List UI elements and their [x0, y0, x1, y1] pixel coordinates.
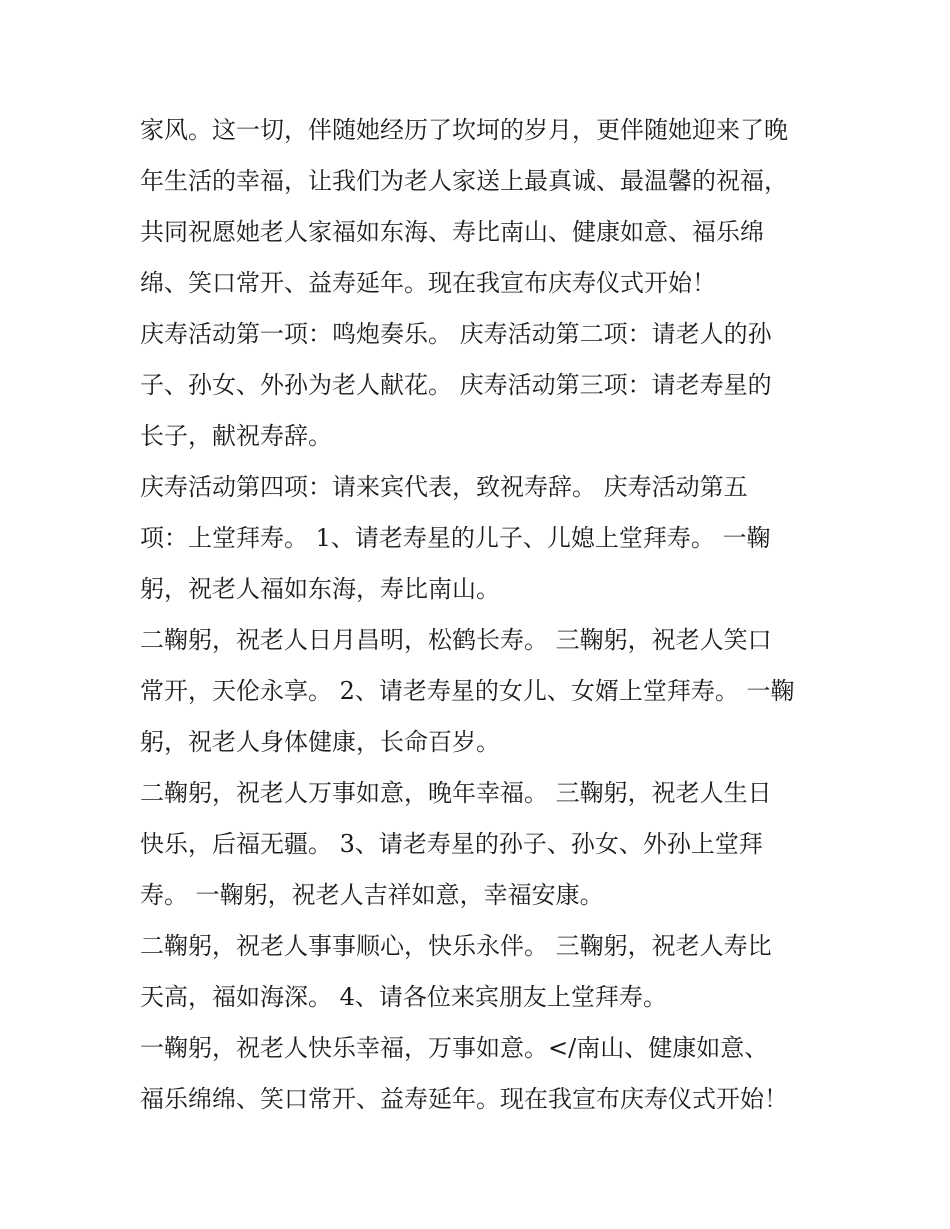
text-line: 庆寿活动第一项：鸣炮奏乐。 庆寿活动第二项：请老人的孙 — [140, 320, 772, 348]
text-line: 天高，福如海深。 4、请各位来宾朋友上堂拜寿。 — [140, 983, 667, 1011]
text-line: 福乐绵绵、笑口常开、益寿延年。现在我宣布庆寿仪式开始！ — [140, 1085, 788, 1113]
text-line: 年生活的幸福，让我们为老人家送上最真诚、最温馨的祝福， — [140, 167, 788, 195]
text-line: 二鞠躬，祝老人日月昌明，松鹤长寿。 三鞠躬，祝老人笑口 — [140, 626, 772, 654]
text-line: 二鞠躬，祝老人事事顺心，快乐永伴。 三鞠躬，祝老人寿比 — [140, 932, 772, 960]
text-line: 子、孙女、外孙为老人献花。 庆寿活动第三项：请老寿星的 — [140, 371, 772, 399]
text-line: 长子，献祝寿辞。 — [140, 422, 332, 450]
text-line: 共同祝愿她老人家福如东海、寿比南山、健康如意、福乐绵 — [140, 218, 764, 246]
text-line: 躬，祝老人福如东海，寿比南山。 — [140, 575, 500, 603]
text-line: 一鞠躬，祝老人快乐幸福，万事如意。</南山、健康如意、 — [140, 1034, 769, 1062]
text-line: 二鞠躬，祝老人万事如意，晚年幸福。 三鞠躬，祝老人生日 — [140, 779, 772, 807]
text-line: 绵、笑口常开、益寿延年。现在我宣布庆寿仪式开始！ — [140, 269, 716, 297]
text-line: 快乐，后福无疆。 3、请老寿星的孙子、孙女、外孙上堂拜 — [140, 830, 763, 858]
text-line: 躬，祝老人身体健康，长命百岁。 — [140, 728, 500, 756]
text-line: 家风。这一切，伴随她经历了坎坷的岁月，更伴随她迎来了晚 — [140, 116, 788, 144]
text-line: 常开，天伦永享。 2、请老寿星的女儿、女婿上堂拜寿。 一鞠 — [140, 677, 795, 705]
text-line: 庆寿活动第四项：请来宾代表，致祝寿辞。 庆寿活动第五 — [140, 473, 748, 501]
document-body — [140, 105, 830, 1125]
text-line: 寿。 一鞠躬，祝老人吉祥如意，幸福安康。 — [140, 881, 604, 909]
text-line: 项：上堂拜寿。 1、请老寿星的儿子、儿媳上堂拜寿。 一鞠 — [140, 524, 771, 552]
